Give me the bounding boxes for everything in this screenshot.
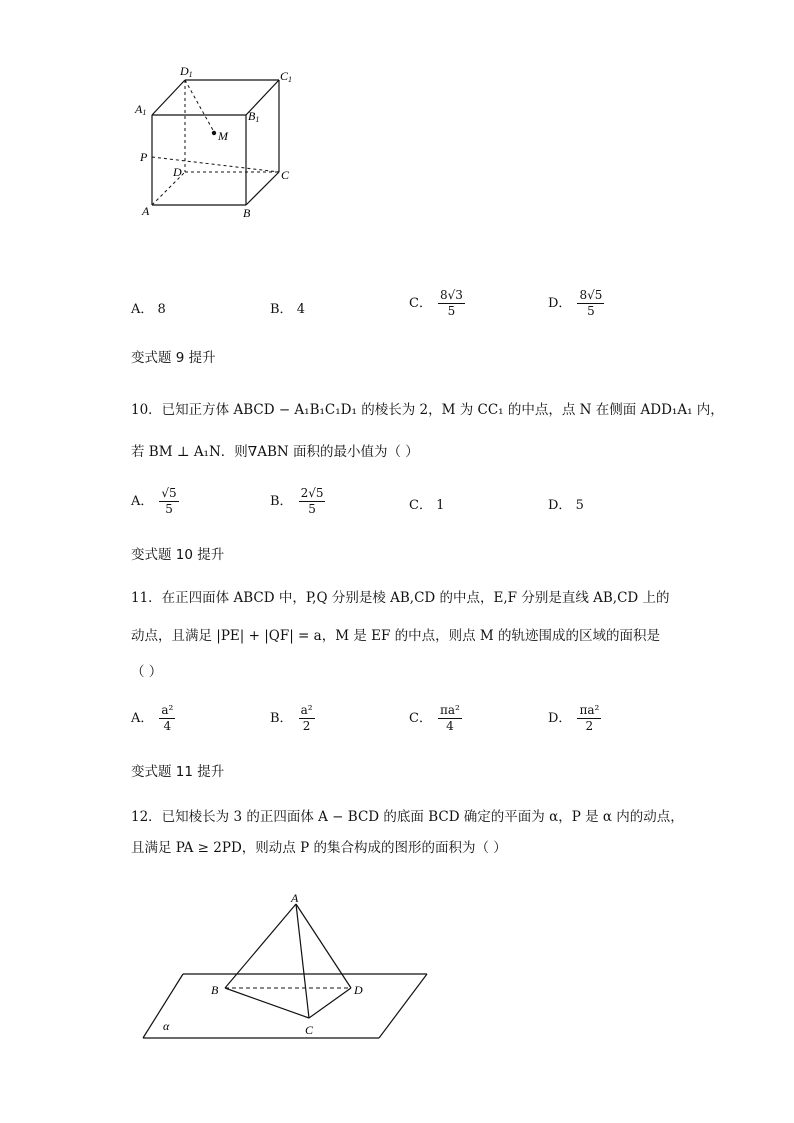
variant-11-link[interactable]: 变式题 11 提升 (131, 764, 225, 780)
variant-9-link[interactable]: 变式题 9 提升 (131, 350, 216, 366)
label-c: C (281, 168, 290, 182)
q8-option-d-fraction: $\frac{8√5}{5}$ (579, 288, 603, 318)
label-a: A (142, 204, 150, 218)
label-d1: D1 (180, 64, 193, 79)
label-d: D (173, 165, 182, 179)
label-vertex-b: B (211, 983, 219, 997)
q10-option-b[interactable]: B． $\frac{2√5}{5}$ (270, 486, 324, 516)
label-b: B (243, 206, 251, 220)
label-m: M (218, 129, 228, 143)
label-a1: A1 (135, 102, 147, 117)
q10-line2: 若 BM ⊥ A₁N．则∇ABN 面积的最小值为（ ） (131, 444, 419, 460)
q8-option-a[interactable]: A． 8 (131, 302, 166, 317)
q11-option-d[interactable]: D． $\frac{\text{πa²}}{2}$ (548, 703, 600, 733)
q10-line1: 10．已知正方体 ABCD − A₁B₁C₁D₁ 的棱长为 2，M 为 CC₁ 的中点，点 N 在侧面 ADD₁A₁ 内， (131, 402, 724, 418)
q10-option-b-fraction: $\frac{2√5}{5}$ (300, 486, 324, 516)
q11-option-b[interactable]: B． $\frac{\text{a²}}{2}$ (270, 703, 313, 733)
label-apex-a: A (291, 891, 299, 905)
q8-option-d[interactable]: D． $\frac{8√5}{5}$ (548, 288, 603, 318)
q11-line1: 11．在正四面体 ABCD 中，P,Q 分别是棱 AB,CD 的中点，E,F 分别是直线 AB,CD 上的 (131, 590, 670, 606)
q8-option-c-fraction: $\frac{8√3}{5}$ (439, 288, 463, 318)
label-c1: C1 (280, 69, 293, 84)
q11-option-b-fraction: $\frac{\text{a²}}{2}$ (300, 703, 313, 733)
label-plane-alpha: α (163, 1019, 170, 1033)
variant-10-link[interactable]: 变式题 10 提升 (131, 547, 225, 563)
q11-line3: （ ） (131, 664, 163, 680)
q11-option-a[interactable]: A． $\frac{\text{a²}}{4}$ (131, 703, 174, 733)
q11-option-c[interactable]: C． $\frac{\text{πa²}}{4}$ (409, 703, 460, 733)
q11-option-a-fraction: $\frac{\text{a²}}{4}$ (161, 703, 174, 733)
q10-option-a-fraction: $\frac{√5}{5}$ (161, 486, 177, 516)
q10-option-a[interactable]: A． $\frac{√5}{5}$ (131, 486, 177, 516)
label-b1: B1 (248, 109, 260, 124)
tetrahedron-figure (135, 890, 435, 1050)
q8-option-c[interactable]: C． $\frac{8√3}{5}$ (409, 288, 463, 318)
q11-option-d-fraction: $\frac{\text{πa²}}{2}$ (579, 703, 600, 733)
q8-option-b[interactable]: B． 4 (270, 302, 305, 317)
q12-line1: 12．已知棱长为 3 的正四面体 A − BCD 的底面 BCD 确定的平面为 α，P 是 α 内的动点， (131, 809, 684, 825)
q11-option-c-fraction: $\frac{\text{πa²}}{4}$ (439, 703, 460, 733)
cube-figure (130, 60, 310, 230)
label-vertex-d: D (354, 983, 363, 997)
q10-option-d[interactable]: D． 5 (548, 498, 584, 513)
label-vertex-c: C (305, 1023, 314, 1037)
q10-option-c[interactable]: C． 1 (409, 498, 445, 513)
label-p: P (140, 150, 148, 164)
q12-line2: 且满足 PA ≥ 2PD，则动点 P 的集合构成的图形的面积为（ ） (131, 840, 507, 856)
q11-line2: 动点，且满足 |PE| + |QF| = a，M 是 EF 的中点，则点 M 的轨迹围成的区域的面积是 (131, 628, 661, 644)
